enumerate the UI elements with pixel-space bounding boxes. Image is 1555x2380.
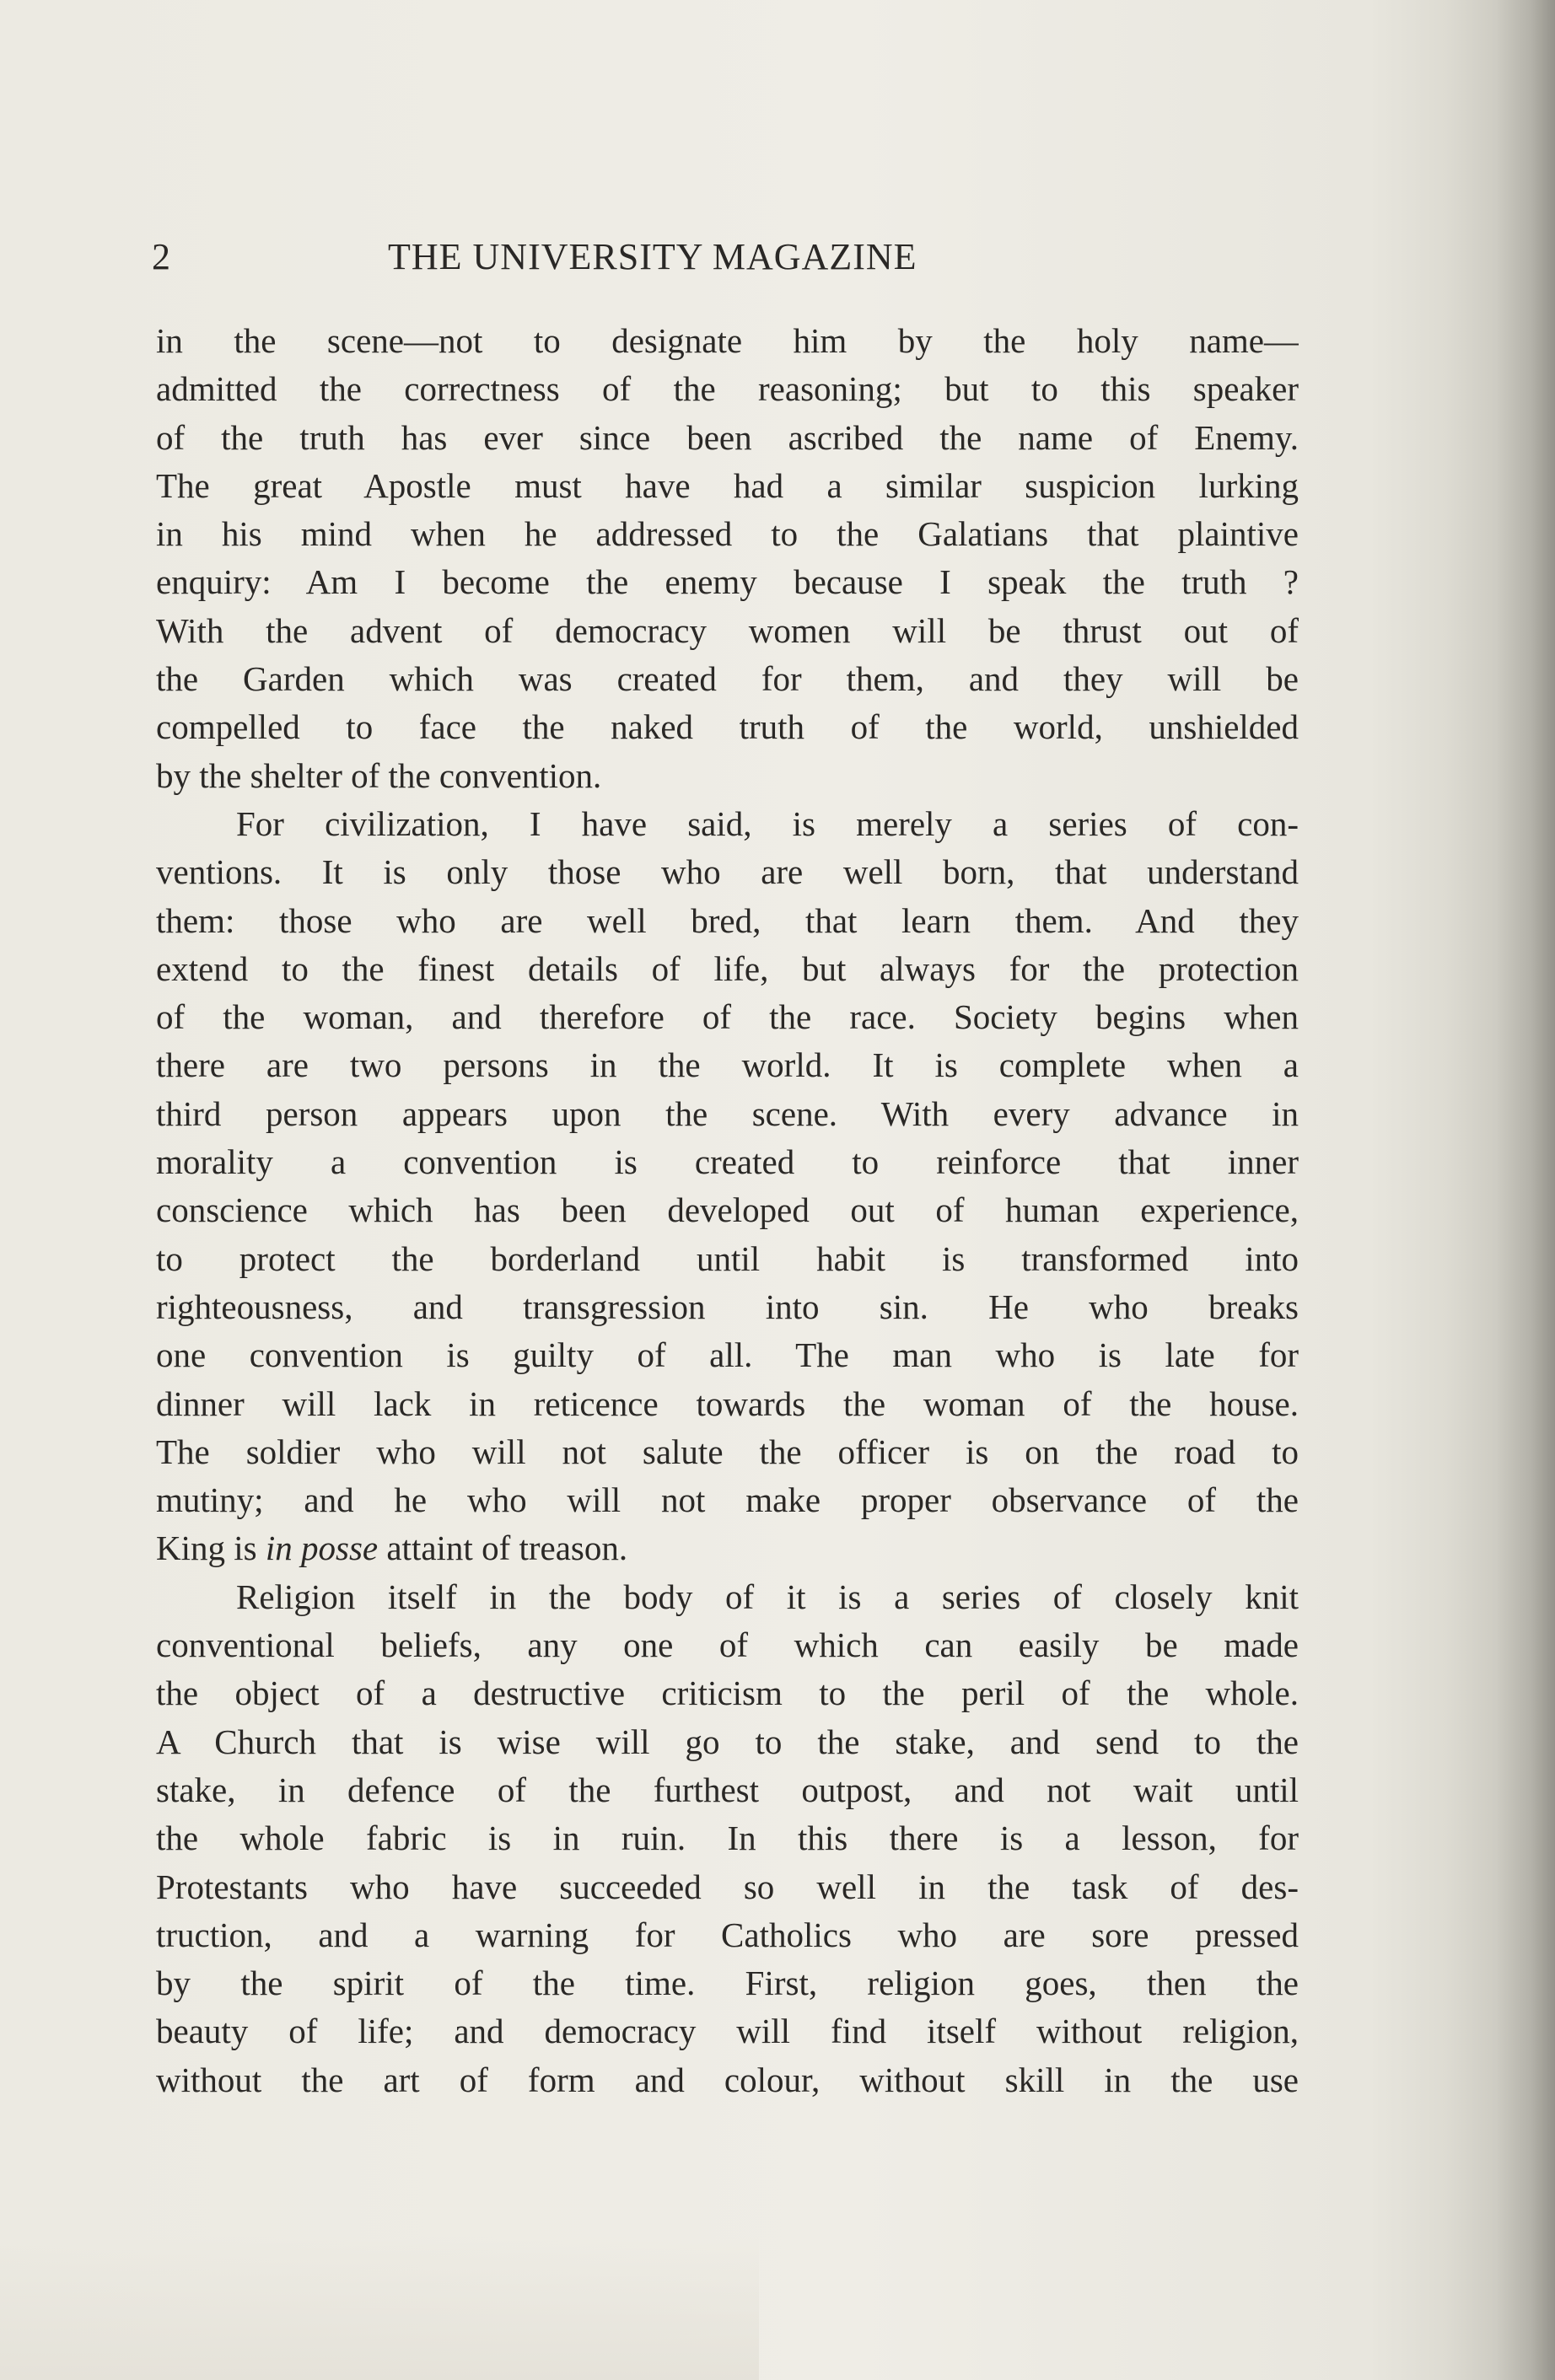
text-line: conventional beliefs, any one of which can easily be made (156, 1625, 1299, 1665)
text-line: conscience which has been developed out of human experience, (156, 1190, 1299, 1230)
text-line: the object of a destructive criticism to the peril of the whole. (156, 1674, 1299, 1713)
text-line: of the woman, and therefore of the race. Society begins when (156, 997, 1299, 1037)
text-line: Protestants who have succeeded so well in the task of des- (156, 1867, 1299, 1906)
text-line: compelled to face the naked truth of the world, unshielded (156, 707, 1299, 747)
text-line: morality a convention is created to reinforce that inner (156, 1142, 1299, 1182)
text-line: ventions. It is only those who are well born, that understand (156, 852, 1299, 892)
text-line: dinner will lack in reticence towards the woman of the house. (156, 1383, 1299, 1423)
body-text (156, 317, 1299, 2104)
text-line: the Garden which was created for them, and they will be (156, 659, 1299, 699)
italic-phrase: in posse (265, 1528, 379, 1568)
text-line: by the spirit of the time. First, religion goes, then the (156, 1964, 1299, 2003)
text-line: righteousness, and transgression into sin. He who breaks (156, 1287, 1299, 1326)
text-line: one convention is guilty of all. The man who is late for (156, 1335, 1299, 1375)
text-line: A Church that is wise will go to the stake, and send to the (156, 1722, 1299, 1761)
text-line: The great Apostle must have had a similar suspicion lurking (156, 465, 1299, 505)
binding-shadow (1496, 0, 1555, 2380)
text-line: third person appears upon the scene. With every advance in (156, 1093, 1299, 1133)
text-line: extend to the finest details of life, but always for the protection (156, 948, 1299, 988)
text-line: without the art of form and colour, without skill in the use (156, 2060, 1299, 2099)
text-line: to protect the borderland until habit is transformed into (156, 1238, 1299, 1278)
text-line: With the advent of democracy women will be thrust out of (156, 610, 1299, 650)
text-line: mutiny; and he who will not make proper observance of the (156, 1480, 1299, 1520)
running-title: THE UNIVERSITY MAGAZINE (388, 236, 917, 277)
text-line: in his mind when he addressed to the Galatians that plaintive (156, 514, 1299, 554)
text-line: the whole fabric is in ruin. In this there is a lesson, for (156, 1819, 1299, 1858)
paragraph-start-line: For civilization, I have said, is merely a series of con- (236, 803, 1299, 843)
text-line-with-italic (156, 1524, 1299, 1572)
text-line: The soldier who will not salute the officer is on the road to (156, 1432, 1299, 1471)
text-line: there are two persons in the world. It is complete when a (156, 1045, 1299, 1085)
text-line: of the truth has ever since been ascribed the name of Enemy. (156, 417, 1299, 457)
text-line: admitted the correctness of the reasoning; but to this speaker (156, 369, 1299, 409)
page-number: 2 (152, 236, 170, 277)
text-span: attaint of treason. (378, 1528, 628, 1568)
paper-wear (0, 2237, 759, 2380)
text-line: them: those who are well bred, that learn them. And they (156, 900, 1299, 940)
text-line: by the shelter of the convention. (156, 755, 602, 795)
page-header (152, 228, 1282, 287)
text-span: King is (156, 1528, 266, 1568)
text-line: stake, in defence of the furthest outpost, and not wait until (156, 1770, 1299, 1809)
paragraph-start-line: Religion itself in the body of it is a series of closely knit (236, 1577, 1299, 1616)
text-line: enquiry: Am I become the enemy because I speak the truth ? (156, 562, 1299, 602)
text-line: truction, and a warning for Catholics who are sore pressed (156, 1915, 1299, 1954)
text-line: in the scene—not to designate him by the holy name— (156, 321, 1299, 360)
text-line: beauty of life; and democracy will find itself without religion, (156, 2012, 1299, 2051)
